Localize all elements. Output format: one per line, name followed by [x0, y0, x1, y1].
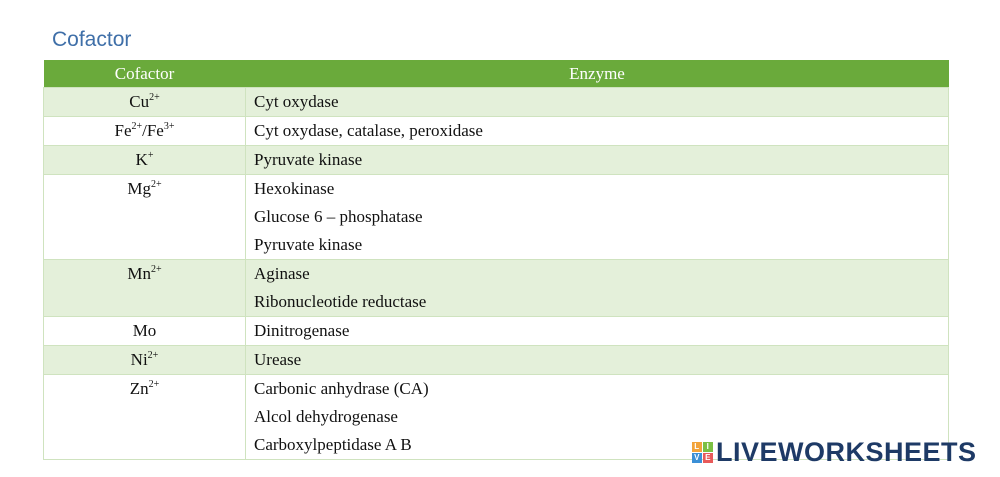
liveworksheets-logo [692, 437, 977, 468]
enzyme-cell [246, 146, 949, 175]
enzyme-name: Cyt oxydase [254, 92, 339, 111]
ion-charge: 2+ [148, 379, 160, 390]
enzyme-name: Carboxylpeptidase A B [254, 435, 412, 454]
logo-tile: L [692, 442, 702, 452]
ion-charge: 2+ [149, 92, 160, 103]
cofactor-symbol [44, 117, 245, 145]
table-row [44, 260, 949, 317]
element-symbol: Mo [132, 321, 157, 340]
logo-icon [692, 442, 713, 463]
ion-charge: 2+ [150, 264, 162, 275]
cofactor-symbol [44, 175, 245, 203]
logo-tile: V [692, 453, 702, 463]
enzyme-name: Pyruvate kinase [254, 150, 363, 169]
enzyme-name: Cyt oxydase, catalase, peroxidase [254, 121, 483, 140]
enzyme-name: Alcol dehydrogenase [254, 407, 398, 426]
enzyme-cell [246, 88, 949, 117]
enzyme-cell [246, 346, 949, 375]
enzyme-name: Carbonic anhydrase (CA) [254, 379, 429, 398]
header-cofactor: Cofactor [44, 60, 246, 88]
cofactor-symbol [44, 88, 245, 116]
ion-charge: 2+ [131, 121, 143, 132]
table-row [44, 117, 949, 146]
cofactor-cell [44, 88, 246, 117]
page-title: Cofactor [52, 28, 132, 51]
cofactor-symbol [44, 146, 245, 174]
ion-charge: 2+ [150, 179, 162, 190]
enzyme-cell [246, 175, 949, 260]
enzyme-name: Dinitrogenase [254, 321, 350, 340]
enzyme-name: Ribonucleotide reductase [254, 292, 427, 311]
element-symbol: Fe [114, 121, 132, 140]
cofactor-cell [44, 117, 246, 146]
enzyme-name: Glucose 6 – phosphatase [254, 207, 423, 226]
enzyme-name: Hexokinase [254, 179, 335, 198]
table-body [44, 88, 949, 460]
enzyme-cell [246, 317, 949, 346]
cofactor-symbol [44, 317, 245, 345]
cofactor-cell [44, 346, 246, 375]
logo-tile: I [703, 442, 713, 452]
cofactor-symbol [44, 260, 245, 288]
enzyme-name: Urease [254, 350, 302, 369]
header-enzyme: Enzyme [246, 60, 949, 88]
element-symbol: Ni [130, 350, 148, 369]
cofactor-cell [44, 375, 246, 460]
table-row [44, 346, 949, 375]
table-row [44, 317, 949, 346]
logo-text: LIVEWORKSHEETS [716, 437, 977, 467]
cofactor-symbol [44, 375, 245, 403]
logo-tile: E [703, 453, 713, 463]
ion-charge: + [147, 150, 154, 161]
table-row [44, 88, 949, 117]
cofactor-cell [44, 146, 246, 175]
table-row [44, 146, 949, 175]
cofactor-symbol [44, 346, 245, 374]
element-symbol: /Fe [142, 121, 164, 140]
table-row [44, 175, 949, 260]
cofactor-cell [44, 175, 246, 260]
enzyme-cell [246, 117, 949, 146]
element-symbol: Mn [127, 264, 151, 283]
element-symbol: K [135, 150, 148, 169]
cofactor-cell [44, 317, 246, 346]
ion-charge: 2+ [147, 350, 159, 361]
enzyme-name: Pyruvate kinase [254, 235, 363, 254]
cofactor-table [43, 60, 949, 460]
enzyme-cell [246, 260, 949, 317]
enzyme-name: Aginase [254, 264, 310, 283]
table-header-row [44, 60, 949, 88]
element-symbol: Cu [129, 92, 150, 111]
element-symbol: Zn [129, 379, 149, 398]
ion-charge: 3+ [163, 121, 175, 132]
cofactor-cell [44, 260, 246, 317]
element-symbol: Mg [127, 179, 151, 198]
